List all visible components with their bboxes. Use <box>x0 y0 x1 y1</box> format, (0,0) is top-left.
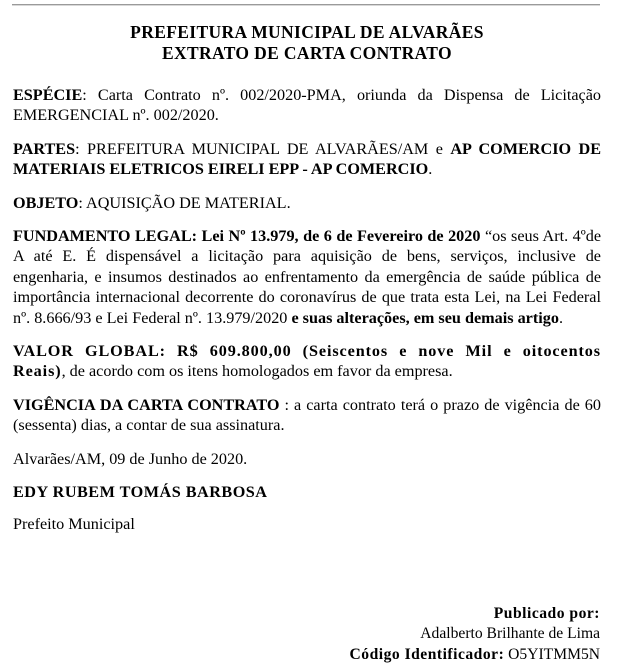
spacer <box>13 503 601 514</box>
spacer <box>13 126 601 139</box>
section-partes-body-regular: PREFEITURA MUNICIPAL DE ALVARÃES/AM e <box>87 139 451 158</box>
identifier-line <box>40 645 600 666</box>
spacer <box>13 213 601 226</box>
place-and-date: Alvarães/AM, 09 de Junho de 2020. <box>13 449 248 468</box>
published-by-label: Publicado por: <box>493 604 600 622</box>
section-fundamento-body: “os seus Art. 4ºde A até E. É dispensável a licitação para aquisição de bens, serviços, inclusive de engenharia, e insumos destinados ao enfrentamento da emergência de saúde pública de importância internacional decorrente do coronavírus de que trata esta Lei, na Lei Federal nº. 8.666/93 e Lei Federal nº. 13.979/2020 <box>13 227 602 327</box>
identifier-label: Código Identificador: <box>349 645 505 663</box>
spacer <box>13 436 601 449</box>
section-objeto-separator: : <box>78 193 87 212</box>
section-partes <box>13 139 601 180</box>
page-title <box>13 22 601 64</box>
section-partes-body-bold: AP COMERCIO DE MATERIAIS ELETRICOS EIRELI EPP - AP COMERCIO <box>13 139 601 179</box>
section-vigencia <box>13 395 601 436</box>
section-partes-body-period: . <box>428 160 433 179</box>
title-line-2: EXTRATO DE CARTA CONTRATO <box>162 43 452 63</box>
publication-footer <box>40 604 600 666</box>
section-objeto-label: OBJETO <box>13 193 79 212</box>
section-vigencia-body: a carta contrato terá o prazo de vigência de 60 (sessenta) dias, a contar de sua assinatura. <box>13 395 601 435</box>
section-fundamento-legal <box>13 226 601 328</box>
section-objeto <box>13 193 601 213</box>
title-line-1: PREFEITURA MUNICIPAL DE ALVARÃES <box>130 22 484 42</box>
document-body <box>13 22 601 534</box>
section-valor-regular-tail: , de acordo com os itens homologados em favor da empresa. <box>61 362 453 381</box>
signatory-role: Prefeito Municipal <box>13 514 135 533</box>
spacer <box>13 328 601 341</box>
section-especie <box>13 85 601 126</box>
section-fundamento-body-bold-tail: e suas alterações, em seu demais artigo <box>291 308 559 327</box>
section-especie-body: Carta Contrato nº. 002/2020-PMA, oriunda da Dispensa de Licitação EMERGENCIAL nº. 002/2020. <box>13 86 601 125</box>
section-valor-bold-head: VALOR GLOBAL: R$ 609.800,00 (Seiscentos e nove Mil e oitocentos Reais) <box>13 342 601 381</box>
section-valor-global <box>13 341 601 382</box>
section-fundamento-period: . <box>558 308 563 327</box>
spacer <box>13 382 601 395</box>
section-partes-label: PARTES <box>13 139 76 158</box>
section-objeto-body: AQUISIÇÃO DE MATERIAL. <box>86 193 291 212</box>
spacer <box>13 64 601 85</box>
section-vigencia-label: VIGÊNCIA DA CARTA CONTRATO <box>13 395 280 414</box>
publisher-name: Adalberto Brilhante de Lima <box>420 625 600 642</box>
header-divider-rule <box>12 4 600 6</box>
spacer <box>13 180 601 193</box>
section-especie-label: ESPÉCIE <box>13 86 83 104</box>
section-fundamento-heading: FUNDAMENTO LEGAL: Lei Nº 13.979, de 6 de Fevereiro de 2020 <box>13 227 481 246</box>
section-vigencia-separator: : <box>279 395 295 414</box>
identifier-code: O5YITMM5N <box>508 645 600 663</box>
signatory-name: EDY RUBEM TOMÁS BARBOSA <box>13 483 268 502</box>
section-partes-separator: : <box>75 139 88 158</box>
section-especie-separator: : <box>82 86 98 104</box>
spacer <box>13 469 601 482</box>
